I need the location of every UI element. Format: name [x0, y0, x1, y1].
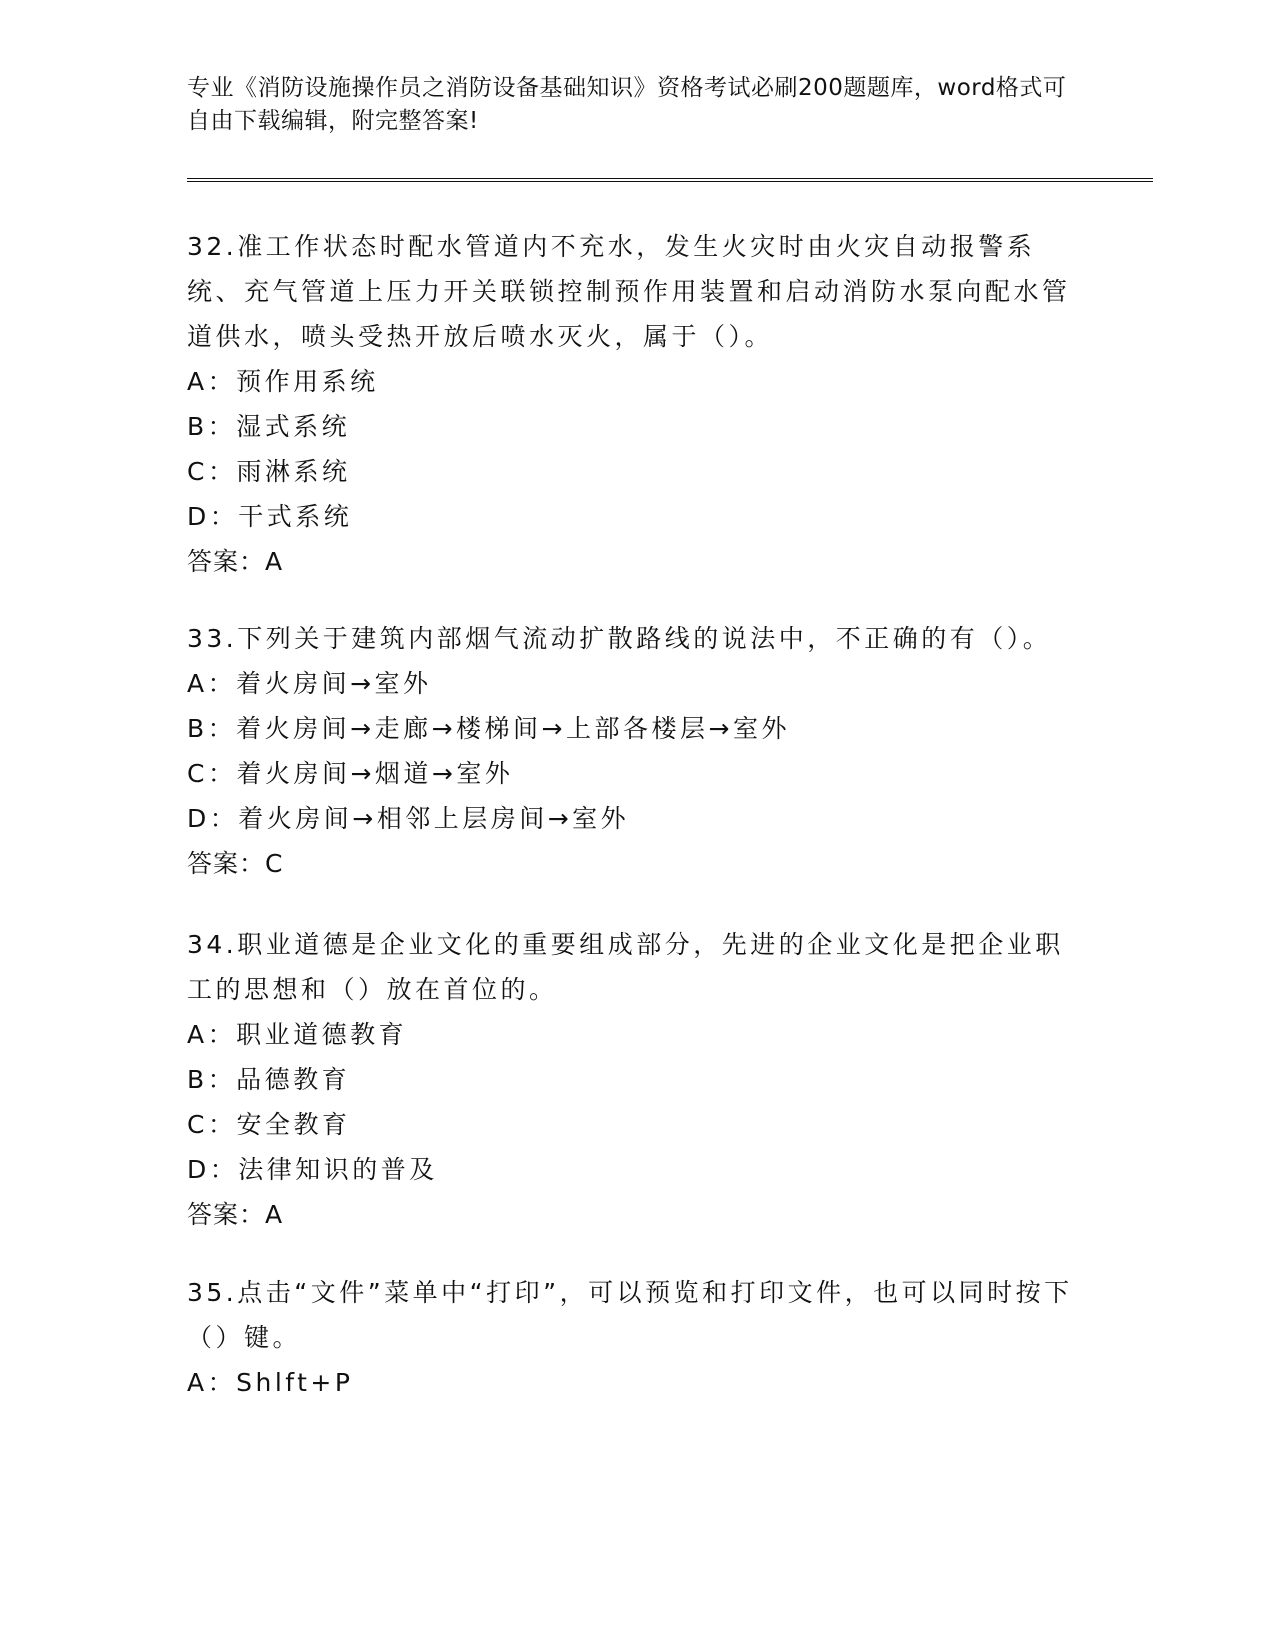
option-a: A：预作用系统 [187, 367, 379, 396]
answer-label: 答案： [187, 547, 266, 576]
question-34 [187, 922, 1077, 1237]
option-c: C：着火房间→烟道→室外 [187, 759, 514, 788]
question-text: 32.准工作状态时配水管道内不充水，发生火灾时由火灾自动报警系统、充气管道上压力开关联锁控制预作用装置和启动消防水泵向配水管道供水，喷头受热开放后喷水灭火，属于（）。 [187, 232, 1071, 351]
option-a: A：职业道德教育 [187, 1020, 408, 1049]
answer-line [187, 1192, 1077, 1237]
option-c: C：雨淋系统 [187, 457, 351, 486]
question-text: 33.下列关于建筑内部烟气流动扩散路线的说法中，不正确的有（）。 [187, 624, 1052, 653]
answer-label: 答案： [187, 849, 266, 878]
option-d: D：着火房间→相邻上层房间→室外 [187, 804, 630, 833]
question-text: 35.点击“文件”菜单中“打印”，可以预览和打印文件，也可以同时按下（）键。 [187, 1278, 1073, 1352]
answer-value: C [265, 849, 283, 878]
option-c: C：安全教育 [187, 1110, 351, 1139]
question-33 [187, 616, 1077, 886]
option-a: A：Shlft+P [187, 1368, 354, 1397]
answer-label: 答案： [187, 1200, 266, 1229]
option-a: A：着火房间→室外 [187, 669, 432, 698]
question-32 [187, 224, 1077, 584]
option-b: B：品德教育 [187, 1065, 351, 1094]
document-header: 专业《消防设施操作员之消防设备基础知识》资格考试必刷200题题库，word格式可自由下载编辑，附完整答案! [187, 75, 1067, 134]
option-d: D：法律知识的普及 [187, 1155, 438, 1184]
answer-value: A [265, 1200, 283, 1229]
answer-line [187, 841, 1077, 886]
question-35 [187, 1270, 1077, 1405]
option-b: B：着火房间→走廊→楼梯间→上部各楼层→室外 [187, 714, 790, 743]
option-d: D：干式系统 [187, 502, 353, 531]
option-b: B：湿式系统 [187, 412, 351, 441]
answer-value: A [265, 547, 283, 576]
question-text: 34.职业道德是企业文化的重要组成部分，先进的企业文化是把企业职工的思想和（）放在首位的。 [187, 930, 1064, 1004]
header-divider [187, 178, 1153, 182]
answer-line [187, 539, 1077, 584]
